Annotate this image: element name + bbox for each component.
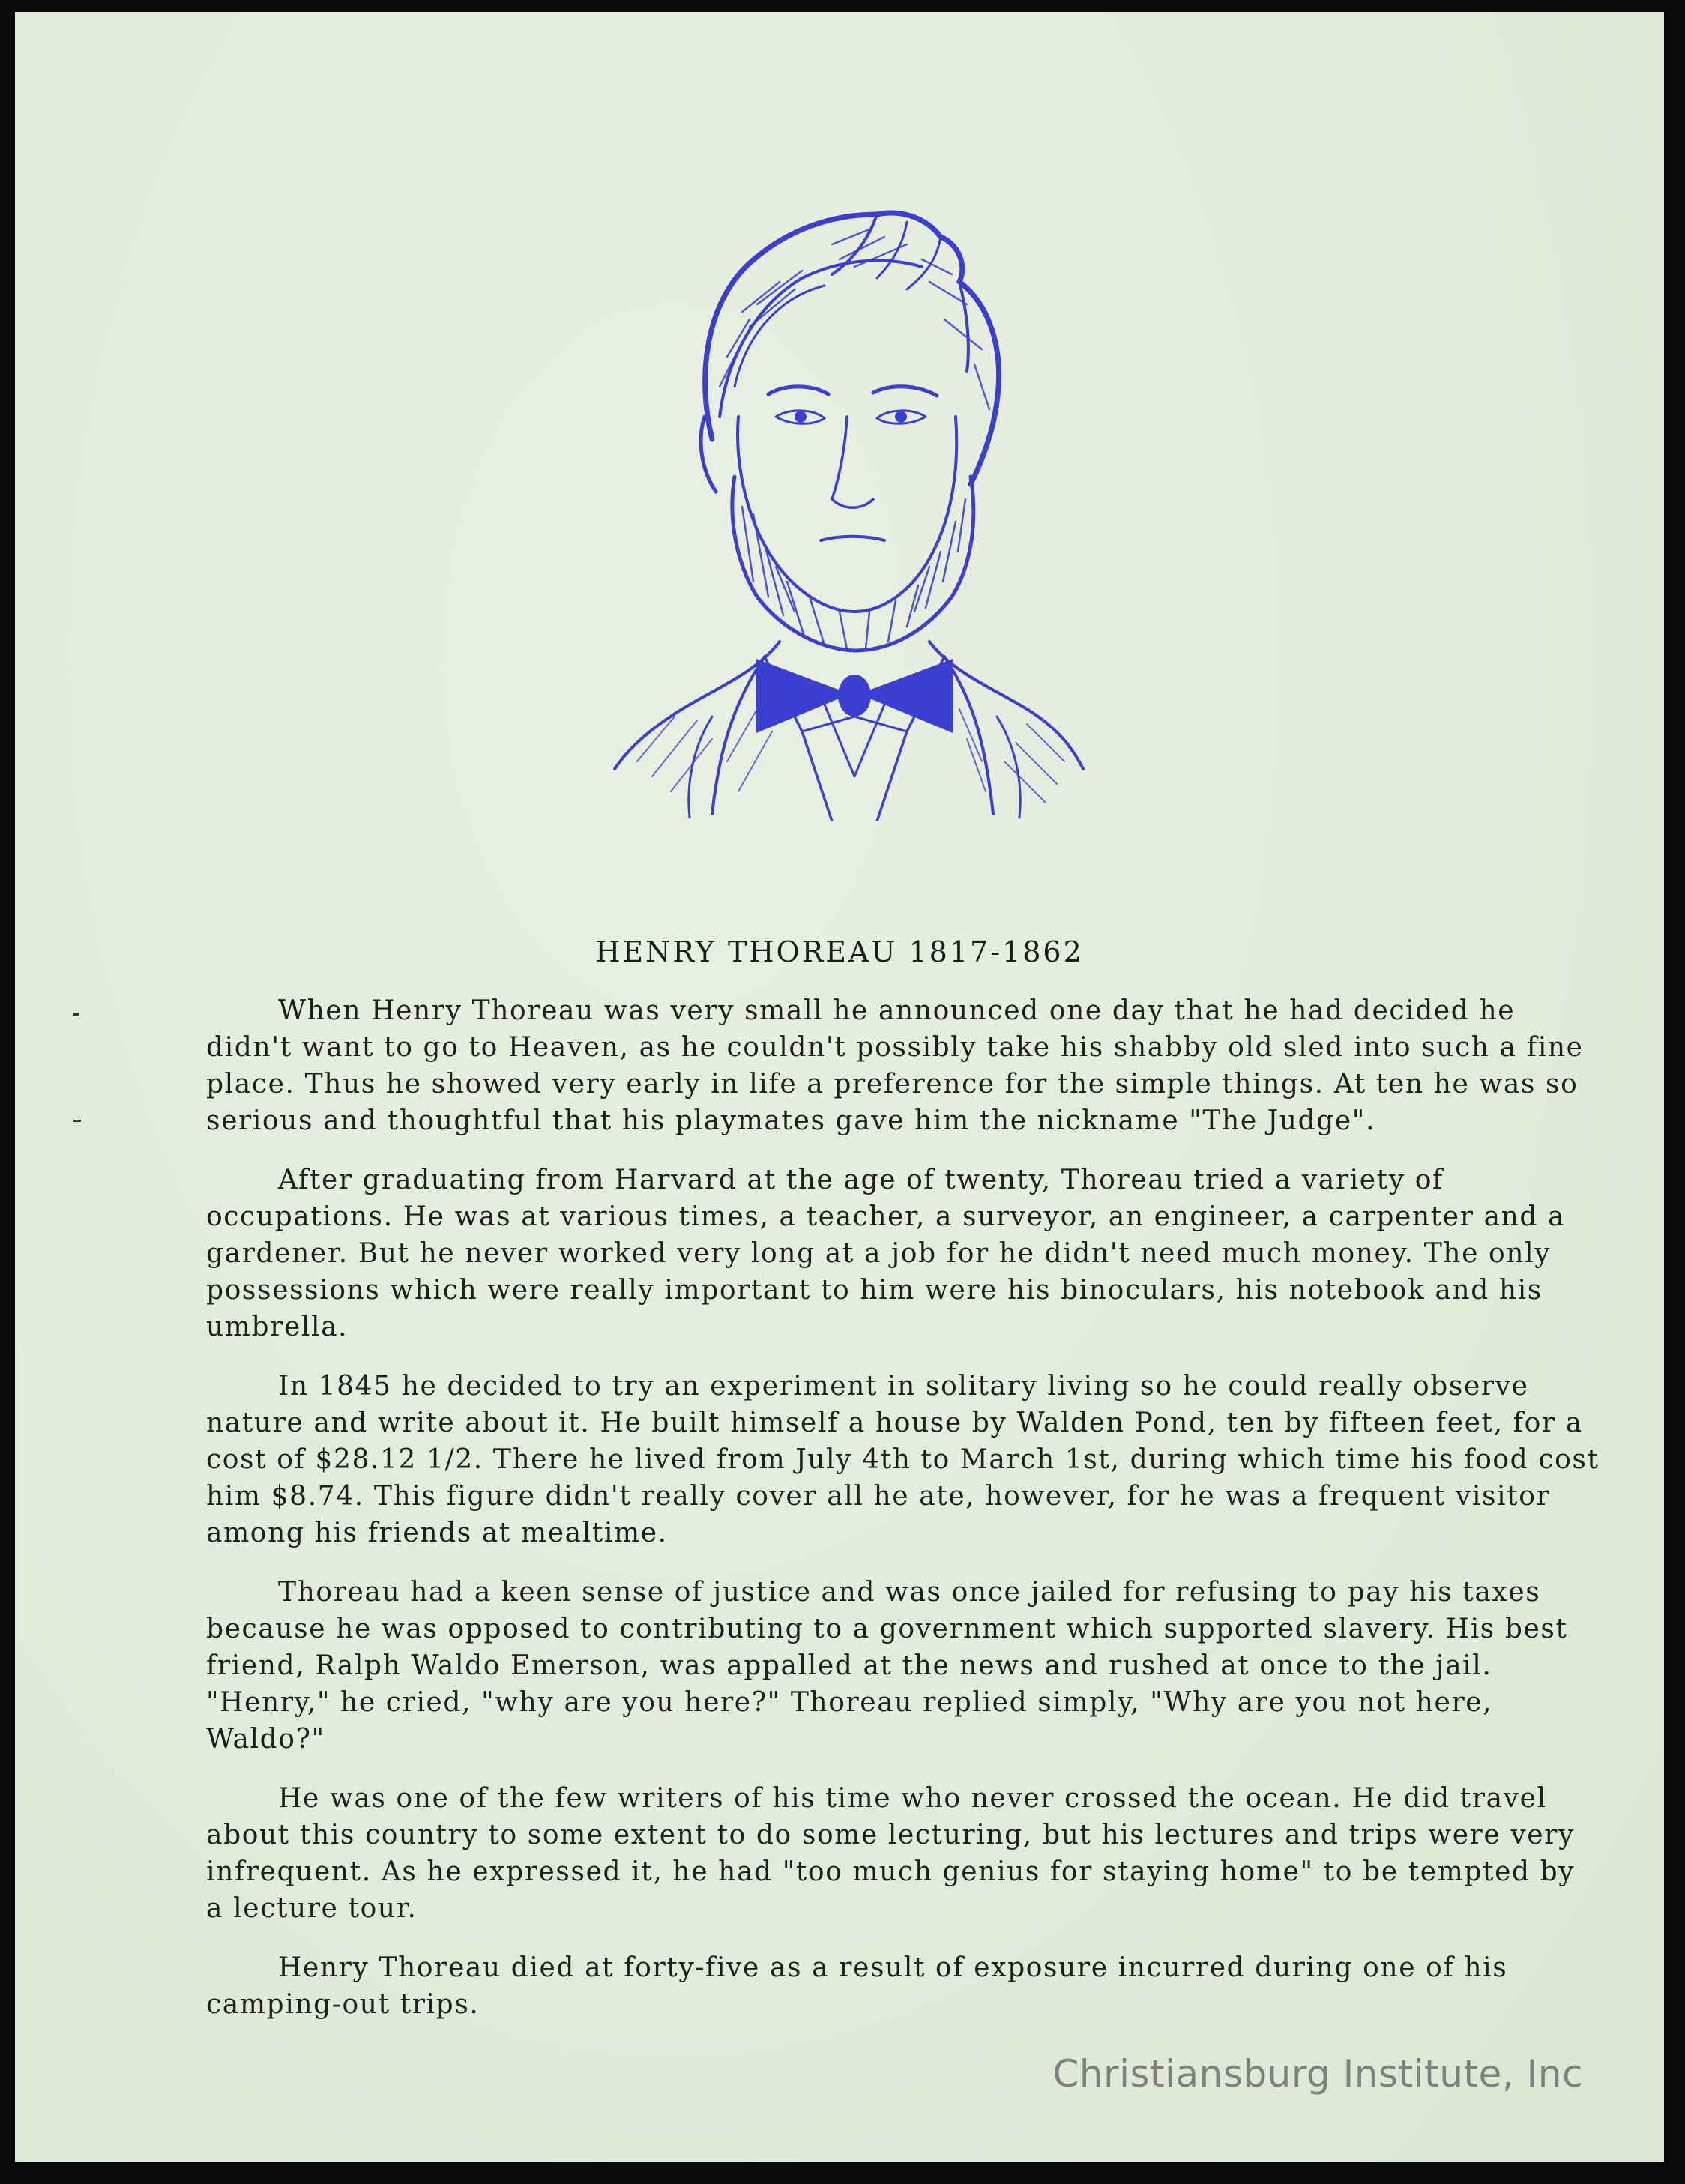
paragraph-1: When Henry Thoreau was very small he announced one day that he had decided he didn't want to go to Heaven, as he couldn't possibly take his shabby old sled into such a fine place. Thus he showed very early in life a preference for the simple things. At ten he was so serious and thoughtful that his playmates gave him the nickname "The Judge". <box>206 995 1584 1136</box>
page-title: HENRY THOREAU 1817-1862 <box>595 935 1084 968</box>
paragraph-4: Thoreau had a keen sense of justice and was once jailed for refusing to pay his taxes because he was opposed to contributing to a government which supported slavery. His best friend, Ralph Waldo Emerson, was appalled at the news and rushed at once to the jail. "Henry," he cried, "why are you here?" Thoreau replied simply, "Why are you not here, Waldo?" <box>206 1577 1568 1755</box>
body-text <box>206 992 1600 2045</box>
margin-mark <box>73 1120 81 1122</box>
paragraph-6: Henry Thoreau died at forty-five as a result of exposure incurred during one of his camping-out trips. <box>206 1952 1508 2020</box>
thoreau-portrait-sketch <box>607 192 1087 821</box>
paragraph-2: After graduating from Harvard at the age of twenty, Thoreau tried a variety of occupations. He was at various times, a teacher, a surveyor, an engineer, a carpenter and a gardener. But he never worked very long at a job for he didn't need much money. The only possessions which were really important to him were his binoculars, his notebook and his umbrella. <box>206 1165 1566 1342</box>
paragraph-3: In 1845 he decided to try an experiment in solitary living so he could really observe nature and write about it. He built himself a house by Walden Pond, ten by fifteen feet, for a cost of $28.12 1/2. There he lived from July 4th to March 1st, during which time his food cost him $8.74. This figure didn't really cover all he ate, however, for he was a frequent visitor among his friends at mealtime. <box>206 1371 1600 1548</box>
margin-mark <box>73 1013 79 1016</box>
paragraph-5: He was one of the few writers of his time who never crossed the ocean. He did travel about this country to some extent to do some lecturing, but his lectures and trips were very infrequent. As he expressed it, he had "too much genius for staying home" to be tempted by a lecture tour. <box>206 1783 1576 1924</box>
watermark: Christiansburg Institute, Inc <box>1052 2052 1583 2096</box>
document-page <box>15 12 1664 2162</box>
